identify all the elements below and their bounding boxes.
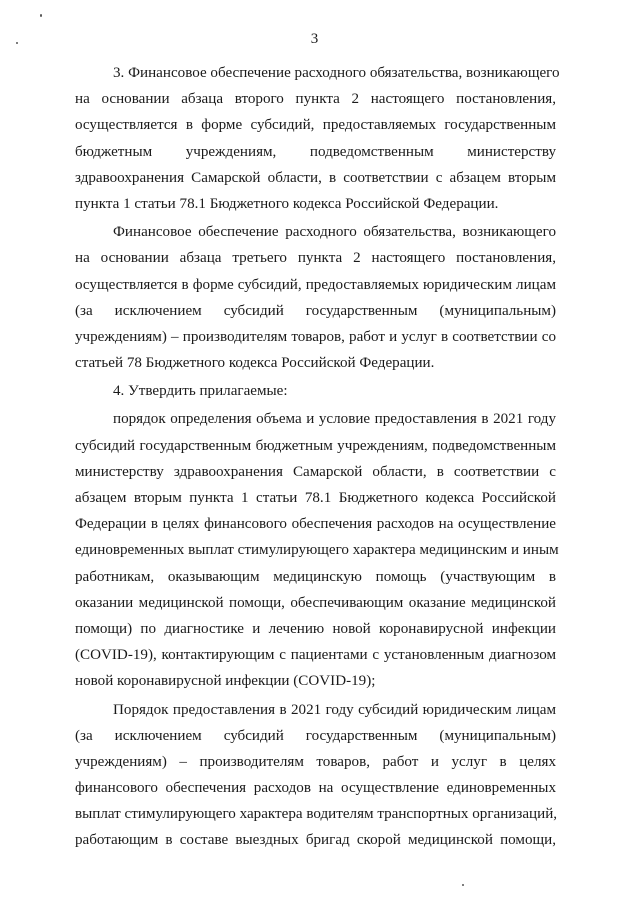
- text-line: пункта 1 статьи 78.1 Бюджетного кодекса Российской Федерации.: [75, 195, 499, 212]
- text-line: финансового обеспечения расходов на осуществление единовременных: [75, 780, 556, 797]
- text-line: 3. Финансовое обеспечение расходного обязательства, возникающего: [113, 65, 560, 81]
- paragraph-procedure-volume: [75, 406, 559, 694]
- text-line: работающим в составе выездных бригад скорой медицинской помощи,: [75, 832, 556, 849]
- scan-speck: [462, 884, 464, 886]
- page-number: 3: [310, 31, 319, 47]
- text-line: абзацем вторым пункта 1 статьи 78.1 Бюджетного кодекса Российской: [75, 490, 556, 506]
- paragraph-4: [75, 378, 556, 404]
- text-line: порядок определения объема и условие предоставления в 2021 году: [113, 411, 556, 428]
- paragraph-procedure-provision: [75, 697, 556, 854]
- text-line: учреждениям) – производителям товаров, работ и услуг в целях: [75, 753, 556, 770]
- text-line: министерству здравоохранения Самарской области, в соответствии с: [75, 463, 556, 480]
- paragraph-financing-legal-entities: [75, 219, 556, 376]
- document-body: [75, 60, 560, 854]
- text-line: 4. Утвердить прилагаемые:: [113, 383, 288, 400]
- text-line: оказании медицинской помощи, обеспечивающим оказание медицинской: [75, 594, 556, 611]
- text-line: на основании абзаца третьего пункта 2 настоящего постановления,: [75, 250, 556, 267]
- text-line: осуществляется в форме субсидий, предоставляемых государственным: [75, 117, 556, 134]
- text-line: Финансовое обеспечение расходного обязательства, возникающего: [113, 224, 556, 241]
- text-line: на основании абзаца второго пункта 2 настоящего постановления,: [75, 91, 556, 108]
- text-line: работникам, оказывающим медицинскую помощь (участвующим в: [75, 568, 556, 585]
- text-line: бюджетным учреждениям, подведомственным министерству: [75, 143, 556, 160]
- text-line: учреждениям) – производителям товаров, работ и услуг в соответствии со: [75, 328, 556, 345]
- scan-speck: [40, 14, 42, 17]
- text-line: субсидий государственным бюджетным учреждениям, подведомственным: [75, 437, 556, 454]
- text-line: здравоохранения Самарской области, в соответствии с абзацем вторым: [75, 169, 556, 186]
- text-line: новой коронавирусной инфекции (COVID-19);: [75, 673, 376, 690]
- text-line: (за исключением субсидий государственным (муниципальным): [75, 302, 556, 319]
- scan-speck: [16, 42, 18, 44]
- text-line: осуществляется в форме субсидий, предоставляемых юридическим лицам: [75, 276, 556, 293]
- text-line: помощи) по диагностике и лечению новой коронавирусной инфекции: [75, 620, 556, 637]
- text-line: Федерации в целях финансового обеспечения расходов на осуществление: [75, 516, 556, 533]
- text-line: (за исключением субсидий государственным (муниципальным): [75, 727, 556, 744]
- text-line: Порядок предоставления в 2021 году субсидий юридическим лицам: [113, 701, 556, 718]
- text-line: единовременных выплат стимулирующего характера медицинским и иным: [75, 542, 559, 559]
- text-line: статьей 78 Бюджетного кодекса Российской Федерации.: [75, 355, 435, 372]
- text-line: (COVID-19), контактирующим с пациентами с установленным диагнозом: [75, 647, 556, 664]
- text-line: выплат стимулирующего характера водителям транспортных организаций,: [75, 806, 558, 823]
- paragraph-3: [75, 60, 560, 217]
